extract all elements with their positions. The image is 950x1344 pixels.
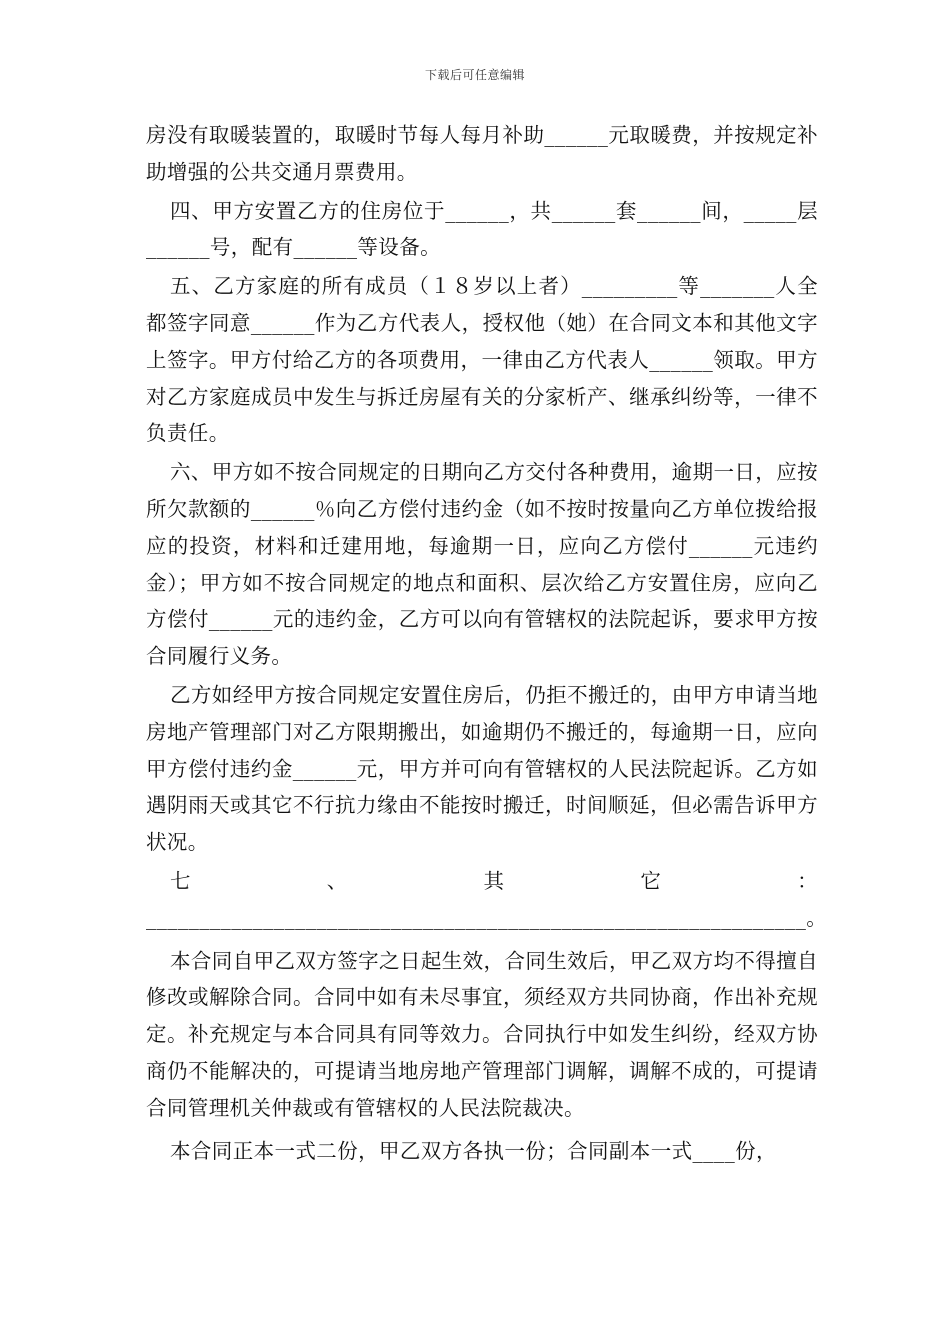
- page-header: 下载后可任意编辑: [424, 68, 525, 82]
- paragraph-housing-location: 四、甲方安置乙方的住房位于______，共______套______间，_____层______号，配有______等设备。: [146, 198, 818, 260]
- paragraph-party-b-penalty: 乙方如经甲方按合同规定安置住房后，仍拒不搬迁的，由甲方申请当地房地产管理部门对乙方限期搬出，如逾期仍不搬迁的，每逾期一日，应向甲方偿付违约金______元，甲方并可向有管辖权的人民法院起诉。乙方如遇阴雨天或其它不行抗力缘由不能按时搬迁，时间顺延，但必需告诉甲方状况。: [146, 682, 818, 855]
- paragraph-copies: 本合同正本一式二份，甲乙双方各执一份；合同副本一式____份，: [170, 1138, 777, 1163]
- paragraph-other-terms: 七、其它：______________________________________________________________。: [146, 868, 828, 930]
- paragraph-family-members: 五、乙方家庭的所有成员（１８岁以上者）_________等_______人全都签字同意______作为乙方代表人，授权他（她）在合同文本和其他文字上签字。甲方付给乙方的各项费用，一律由乙方代表人______领取。甲方对乙方家庭成员中发生与拆迁房屋有关的分家析产、继承纠纷等，一律不负责任。: [146, 274, 818, 446]
- document-body: [146, 117, 828, 1169]
- paragraph-effectiveness: 本合同自甲乙双方签字之日起生效，合同生效后，甲乙双方均不得擅自修改或解除合同。合同中如有未尽事宜，须经双方共同协商，作出补充规定。补充规定与本合同具有同等效力。合同执行中如发生纠纷，经双方协商仍不能解决的，可提请当地房地产管理部门调解，调解不成的，可提请合同管理机关仲裁或有管辖权的人民法院裁决。: [146, 948, 818, 1120]
- paragraph-heating-subsidy: 房没有取暖装置的，取暖时节每人每月补助______元取暖费，并按规定补助增强的公共交通月票费用。: [146, 123, 818, 184]
- paragraph-party-a-penalty: 六、甲方如不按合同规定的日期向乙方交付各种费用，逾期一日，应按所欠款额的______％向乙方偿付违约金（如不按时按量向乙方单位拨给报应的投资，材料和迁建用地，每逾期一日，应向乙方偿付______元违约金）；甲方如不按合同规定的地点和面积、层次给乙方安置住房，应向乙方偿付______元的违约金，乙方可以向有管辖权的法院起诉，要求甲方按合同履行义务。: [146, 460, 818, 669]
